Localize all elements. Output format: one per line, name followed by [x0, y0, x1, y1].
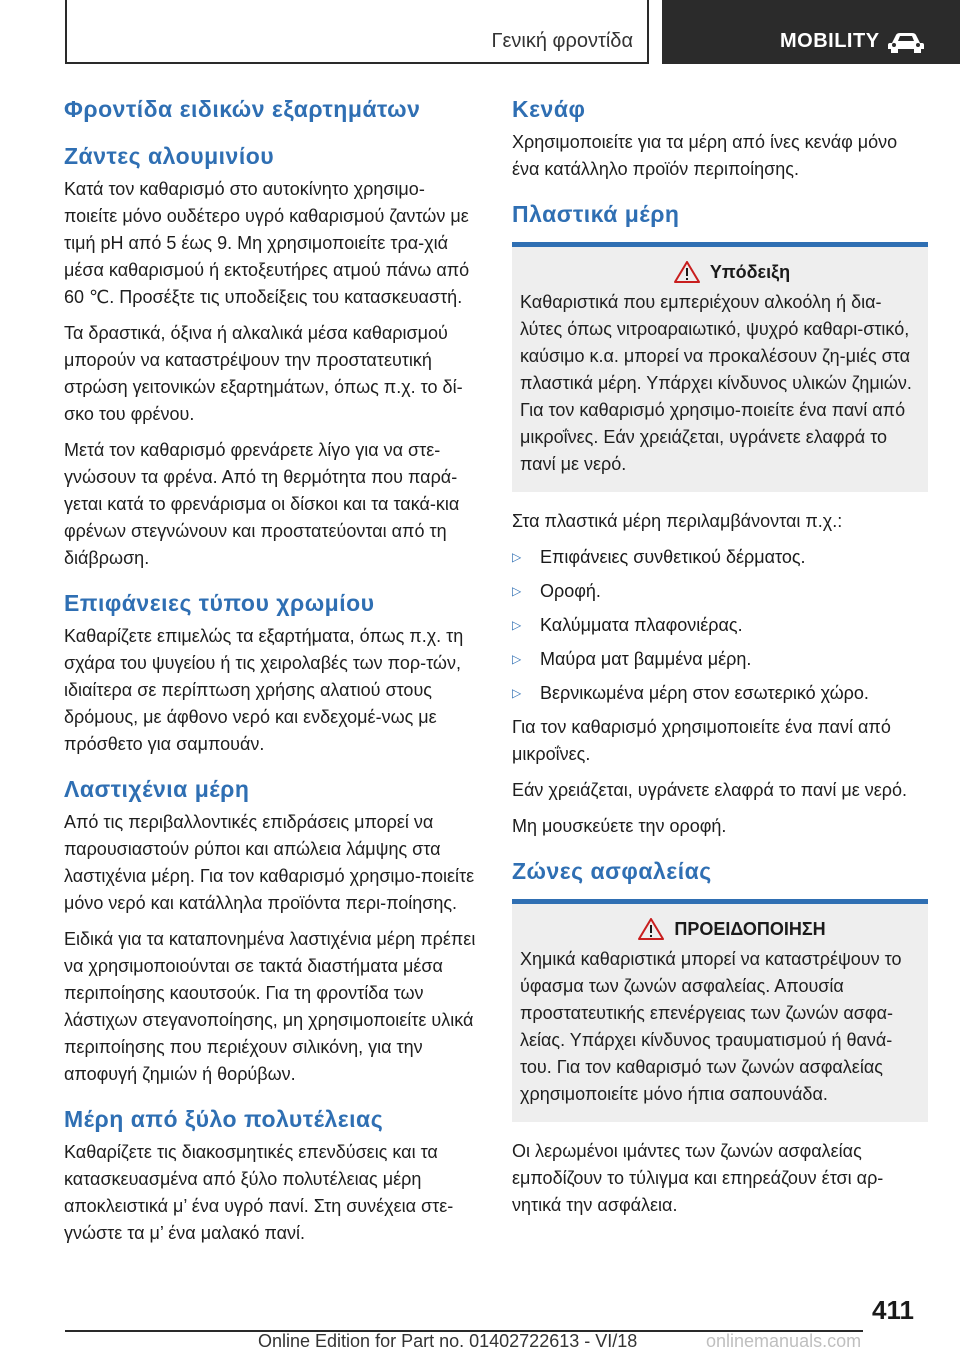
page-number: 411 — [872, 1295, 914, 1325]
bullet-triangle-icon: ▷ — [512, 550, 522, 564]
bullet-triangle-icon: ▷ — [512, 584, 522, 598]
warning-text: Χημικά καθαριστικά μπορεί να καταστρέψουν το ύφασμα των ζωνών ασφαλείας. Απουσία προστατευτικής επενέργειας των ζωνών ασφα‐λείας. Υπάρχει κίνδυνος τραυματισμού ή θανά‐του. Για τον καθαρισμό των ζωνών ασφαλείας χρησιμοποιείτε μόνο ήπια σαπουνάδα. — [520, 949, 902, 1104]
plastic-paragraph-1: Για τον καθαρισμό χρησιμοποιείτε ένα πανί από μικροΐνες. — [512, 717, 891, 764]
alloy-paragraph-1: Κατά τον καθαρισμό στο αυτοκίνητο χρησιμο‐ποιείτε μόνο ουδέτερο υγρό καθαρισμού ζαντών με τιμή pH από 5 έως 9. Μη χρησιμοποιείτε τρα‐χιά μέσα καθαρισμού ή εκτοξευτήρες ατμού πάνω από 60 ℃. Προσέξτε τις υποδείξεις του κατασκευαστή. — [64, 179, 470, 307]
wood-paragraph-1: Καθαρίζετε τις διακοσμητικές επενδύσεις και τα κατασκευασμένα από ξύλο πολυτέλειας μέρη αποκλειστικά μ’ ένα υγρό πανί. Στη συνέχεια στε‐γνώστε τα μ’ ένα μαλακό πανί. — [64, 1142, 454, 1243]
car-icon — [886, 30, 926, 54]
belts-heading: Ζώνες ασφαλείας — [512, 858, 712, 884]
rubber-paragraph-1: Από τις περιβαλλοντικές επιδράσεις μπορεί να παρουσιαστούν ρύποι και απώλεια λάμψης στα λαστιχένια μέρη. Για τον καθαρισμό χρησιμο‐ποιείτε μόνο νερό και κατάλληλα προϊόντα περι‐ποίησης. — [64, 812, 475, 913]
kenaf-heading: Κενάφ — [512, 96, 586, 122]
belts-warning-box — [512, 899, 928, 1122]
list-item — [512, 544, 928, 571]
plastic-intro: Στα πλαστικά μέρη περιλαμβάνονται π.χ.: — [512, 511, 843, 531]
plastic-list — [512, 544, 928, 707]
list-item-text: Οροφή. — [540, 581, 601, 601]
rubber-paragraph-2: Ειδικά για τα καταπονημένα λαστιχένια μέρη πρέπει να χρησιμοποιούνται σε τακτά διαστήματα μέσα περιποίησης καουτσούκ. Για τη φροντίδα των λάστιχων στεγανοποίησης, μη χρησιμοποιείτε υλικά περιποίησης που περιέχουν σιλικόνη, για την αποφυγή ζημιών ή θορύβων. — [64, 929, 476, 1084]
warning-triangle-icon — [674, 261, 700, 283]
plastic-paragraph-3: Μη μουσκεύετε την οροφή. — [512, 816, 727, 836]
header-section-box — [65, 0, 649, 64]
list-item — [512, 612, 928, 639]
edition-note: Online Edition for Part no. 01402722613 - VI/18 — [258, 1331, 638, 1351]
list-item — [512, 578, 928, 605]
plastic-paragraph-2: Εάν χρειάζεται, υγράνετε ελαφρά το πανί με νερό. — [512, 780, 907, 800]
notice-header — [520, 261, 922, 283]
warning-header — [520, 918, 922, 940]
kenaf-paragraph-1: Χρησιμοποιείτε για τα μέρη από ίνες κενάφ μόνο ένα κατάλληλο προϊόν περιποίησης. — [512, 132, 898, 179]
notice-title: Υπόδειξη — [709, 261, 791, 282]
list-item-text: Μαύρα ματ βαμμένα μέρη. — [540, 649, 752, 669]
alloy-paragraph-3: Μετά τον καθαρισμό φρενάρετε λίγο για να στε‐γνώσουν τα φρένα. Από τη θερμότητα που παρά‐γεται κατά το φρενάρισμα οι δίσκοι και τα τακά‐κια φρένων στεγνώνουν και προστατεύονται από τη διάβρωση. — [64, 440, 460, 568]
site-watermark: onlinemanuals.com — [706, 1331, 862, 1351]
chrome-heading: Επιφάνειες τύπου χρωμίου — [64, 590, 375, 616]
notice-text: Καθαριστικά που εμπεριέχουν αλκοόλη ή δια‐λύτες όπως νιτροαραιωτικό, ψυχρό καθαρι‐στικό, καύσιμο κ.α. μπορεί να προκαλέσουν ζη‐μιές στα πλαστικά μέρη. Υπάρχει κίνδυνος υλικών ζημιών. Για τον καθαρισμό χρησιμο‐ποιείτε ένα πανί από μικροΐνες. Εάν χρειάζεται, υγράνετε ελαφρά το πανί με νερό. — [520, 292, 912, 474]
list-item — [512, 680, 928, 707]
right-column — [512, 96, 928, 1228]
list-item-text: Επιφάνειες συνθετικού δέρματος. — [540, 547, 806, 567]
belts-paragraph-1: Οι λερωμένοι ιμάντες των ζωνών ασφαλείας εμποδίζουν το τύλιγμα και επηρεάζουν έτσι αρ‐νητικά την ασφάλεια. — [512, 1141, 884, 1215]
warning-title: ΠΡΟΕΙΔΟΠΟΙΗΣΗ — [674, 918, 826, 939]
page-title: Φροντίδα ειδικών εξαρτημάτων — [64, 96, 421, 122]
list-item — [512, 646, 928, 673]
list-item-text: Καλύμματα πλαφονιέρας. — [540, 615, 743, 635]
wood-heading: Μέρη από ξύλο πολυτέλειας — [64, 1106, 384, 1132]
chrome-paragraph-1: Καθαρίζετε επιμελώς τα εξαρτήματα, όπως π.χ. τη σχάρα του ψυγείου ή τις χειρολαβές των πορ‐τών, ιδιαίτερα σε περίπτωση χρήσης αλατιού στους δρόμους, με άφθονο νερό και ενδεχομέ‐νως με πρόσθετο για σαμπουάν. — [64, 626, 464, 754]
bullet-triangle-icon: ▷ — [512, 652, 522, 666]
category-label: MOBILITY — [780, 30, 880, 52]
left-column — [64, 96, 478, 1256]
alloy-paragraph-2: Τα δραστικά, όξινα ή αλκαλικά μέσα καθαρισμού μπορούν να καταστρέψουν την προστατευτική στρώση γειτονικών εξαρτημάτων, όπως π.χ. το δί‐σκο του φρένου. — [64, 323, 463, 424]
list-item-text: Βερνικωμένα μέρη στον εσωτερικό χώρο. — [540, 683, 869, 703]
alloy-heading: Ζάντες αλουμινίου — [64, 143, 275, 169]
plastic-heading: Πλαστικά μέρη — [512, 201, 680, 227]
rubber-heading: Λαστιχένια μέρη — [64, 776, 250, 802]
header-category-box — [662, 0, 960, 64]
bullet-triangle-icon: ▷ — [512, 618, 522, 632]
warning-triangle-icon — [638, 918, 664, 940]
section-title: Γενική φροντίδα — [491, 30, 633, 52]
bullet-triangle-icon: ▷ — [512, 686, 522, 700]
plastic-notice-box — [512, 242, 928, 492]
